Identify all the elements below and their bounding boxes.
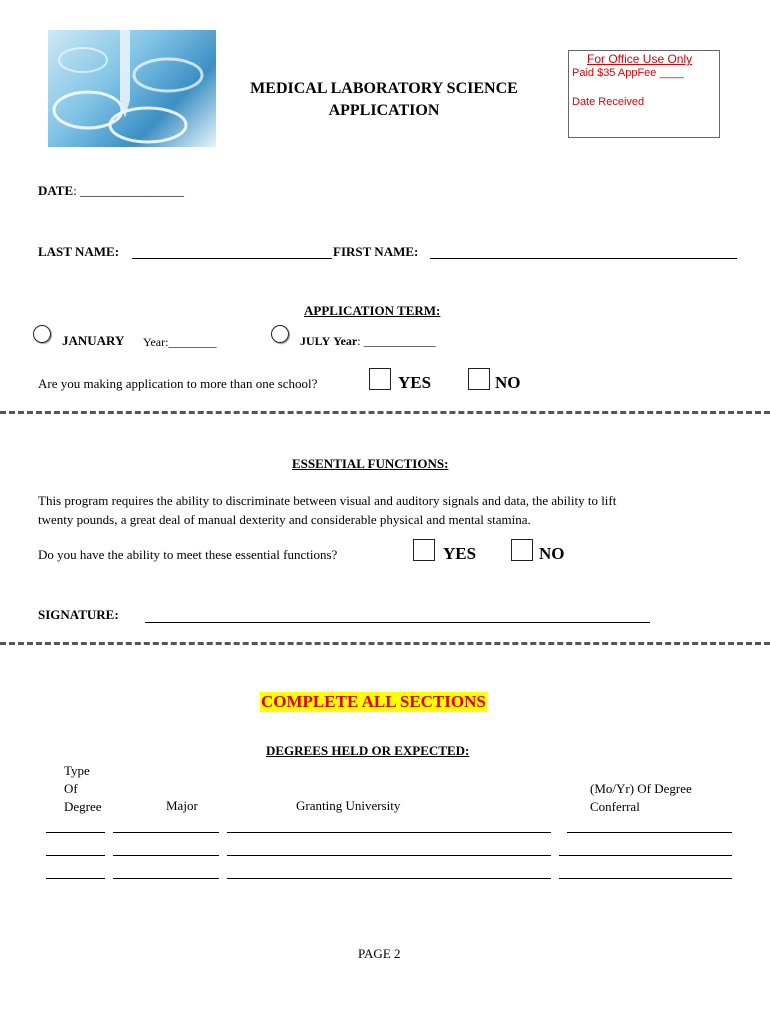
degrees-heading: DEGREES HELD OR EXPECTED: <box>266 743 470 758</box>
degree-major-field[interactable] <box>113 832 219 833</box>
complete-all-sections-banner: COMPLETE ALL SECTIONS <box>261 692 486 711</box>
july-year-label: Year <box>333 334 358 348</box>
degree-type-field[interactable] <box>46 832 105 833</box>
essential-functions-heading: ESSENTIAL FUNCTIONS: <box>292 456 449 471</box>
paid-fee-label: Paid $35 AppFee <box>572 67 657 79</box>
multi-school-yes-label: YES <box>398 373 432 392</box>
col-type-line-3: Degree <box>64 799 102 814</box>
col-type-line-1: Type <box>64 763 90 778</box>
col-granting-university: Granting University <box>296 798 401 813</box>
col-date-line-1: (Mo/Yr) Of Degree <box>590 781 692 796</box>
degree-date-field[interactable] <box>559 878 732 879</box>
section-divider <box>0 411 770 414</box>
signature-field[interactable] <box>145 622 650 623</box>
lab-logo-image <box>48 30 216 147</box>
degree-type-field[interactable] <box>46 878 105 879</box>
col-degree-date <box>590 780 692 816</box>
paid-fee-row <box>572 67 684 79</box>
date-row <box>38 183 184 199</box>
january-year-field[interactable]: Year:________ <box>143 335 217 349</box>
office-use-heading: For Office Use Only <box>587 52 693 66</box>
july-label: JULY <box>300 334 331 348</box>
last-name-field[interactable] <box>132 258 332 259</box>
page-number: PAGE 2 <box>358 946 401 961</box>
january-label: JANUARY <box>62 333 125 348</box>
last-name-label: LAST NAME: <box>38 244 120 259</box>
degree-date-field[interactable] <box>567 832 732 833</box>
application-term-heading: APPLICATION TERM: <box>304 303 441 318</box>
degree-university-field[interactable] <box>227 878 551 879</box>
multi-school-yes-checkbox[interactable] <box>369 368 391 390</box>
july-year-field[interactable]: : ____________ <box>357 334 436 348</box>
first-name-field[interactable] <box>430 258 737 259</box>
title-line-1: MEDICAL LABORATORY SCIENCE <box>250 80 518 97</box>
multi-school-question: Are you making application to more than one school? <box>38 376 318 391</box>
signature-label: SIGNATURE: <box>38 607 119 622</box>
title-line-2: APPLICATION <box>328 102 440 119</box>
essential-no-label: NO <box>539 544 565 563</box>
degree-major-field[interactable] <box>113 855 219 856</box>
degree-university-field[interactable] <box>227 832 551 833</box>
essential-yes-checkbox[interactable] <box>413 539 435 561</box>
office-use-box <box>568 50 720 138</box>
col-type-line-2: Of <box>64 781 78 796</box>
date-separator: : <box>73 183 77 198</box>
col-major: Major <box>166 798 198 813</box>
essential-yes-label: YES <box>443 544 477 563</box>
paid-fee-blank: ____ <box>659 67 684 79</box>
degree-type-field[interactable] <box>46 855 105 856</box>
col-date-line-2: Conferral <box>590 799 640 814</box>
degree-major-field[interactable] <box>113 878 219 879</box>
first-name-label: FIRST NAME: <box>333 244 419 259</box>
essential-functions-text <box>38 491 738 529</box>
date-label: DATE <box>38 183 74 198</box>
col-type-of-degree <box>64 762 102 816</box>
date-received-label: Date Received <box>572 96 645 108</box>
page-title <box>218 78 550 122</box>
essential-question: Do you have the ability to meet these essential functions? <box>38 547 338 562</box>
degree-date-field[interactable] <box>559 855 732 856</box>
essential-no-checkbox[interactable] <box>511 539 533 561</box>
degree-university-field[interactable] <box>227 855 551 856</box>
date-field[interactable]: ________________ <box>80 183 185 198</box>
multi-school-no-label: NO <box>495 373 521 392</box>
multi-school-no-checkbox[interactable] <box>468 368 490 390</box>
july-radio[interactable] <box>271 325 289 343</box>
essential-text-line-2: twenty pounds, a great deal of manual dexterity and considerable physical and mental stamina. <box>38 512 531 527</box>
july-row <box>300 334 436 349</box>
section-divider <box>0 642 770 645</box>
january-radio[interactable] <box>33 325 51 343</box>
essential-text-line-1: This program requires the ability to discriminate between visual and auditory signals and data, the ability to lift <box>38 493 617 508</box>
